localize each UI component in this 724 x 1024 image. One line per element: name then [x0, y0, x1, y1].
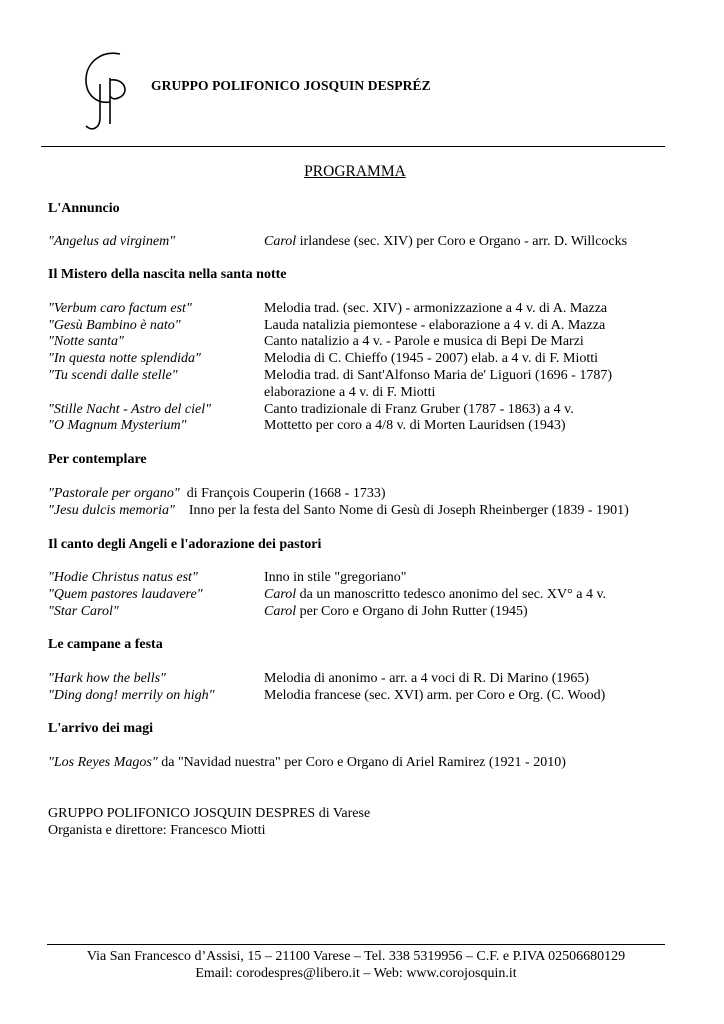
- piece-row: [48, 755, 566, 771]
- footer-contacts: Email: corodespres@libero.it – Web: www.corojosquin.it: [195, 966, 517, 981]
- piece-description-em: Carol: [264, 604, 297, 619]
- page-title: PROGRAMMA: [304, 163, 406, 180]
- closing-director: Organista e direttore: Francesco Miotti: [48, 823, 266, 838]
- section-heading: Le campane a festa: [48, 637, 163, 652]
- piece-description-em: Carol: [264, 234, 297, 249]
- piece-title: "Quem pastores laudavere": [48, 587, 203, 602]
- piece-row: [48, 486, 386, 502]
- piece-description: Canto natalizio a 4 v. - Parole e musica di Bepi De Marzi: [264, 334, 584, 349]
- piece-description: Inno in stile "gregoriano": [264, 570, 407, 585]
- piece-description: Melodia di anonimo - arr. a 4 voci di R. Di Marino (1965): [264, 671, 590, 686]
- piece-description: [264, 587, 606, 603]
- piece-description-text: per Coro e Organo di John Rutter (1945): [296, 604, 528, 619]
- piece-description-em: Carol: [264, 587, 297, 602]
- footer-address: Via San Francesco d’Assisi, 15 – 21100 Varese – Tel. 338 5319956 – C.F. e P.IVA 02506680129: [86, 949, 626, 964]
- piece-description: [264, 234, 627, 250]
- piece-description: Lauda natalizia piemontese - elaborazione a 4 v. di A. Mazza: [264, 318, 606, 333]
- piece-title: "Notte santa": [48, 334, 124, 349]
- section-heading: L'Annuncio: [48, 201, 120, 216]
- piece-description: Melodia trad. di Sant'Alfonso Maria de' Liguori (1696 - 1787): [264, 368, 612, 383]
- piece-description: di François Couperin (1668 - 1733): [179, 486, 386, 501]
- piece-description: Mottetto per coro a 4/8 v. di Morten Lauridsen (1943): [264, 418, 566, 433]
- piece-title: "Hodie Christus natus est": [48, 570, 198, 585]
- section-heading: Per contemplare: [48, 452, 147, 467]
- logo-monogram-icon: [80, 48, 138, 134]
- header-divider: [41, 146, 665, 147]
- section-heading: Il canto degli Angeli e l'adorazione dei pastori: [48, 537, 322, 552]
- piece-title: "O Magnum Mysterium": [48, 418, 187, 433]
- piece-title: "Star Carol": [48, 604, 119, 619]
- piece-description: Inno per la festa del Santo Nome di Gesù di Joseph Rheinberger (1839 - 1901): [174, 503, 629, 518]
- piece-description-text: irlandese (sec. XIV) per Coro e Organo - arr. D. Willcocks: [296, 234, 628, 249]
- section-heading: Il Mistero della nascita nella santa notte: [48, 267, 287, 282]
- piece-title: "Verbum caro factum est": [48, 301, 192, 316]
- piece-title: "Stille Nacht - Astro del ciel": [48, 402, 212, 417]
- piece-title: "Los Reyes Magos": [48, 755, 158, 770]
- section-heading: L'arrivo dei magi: [48, 721, 153, 736]
- organization-name: GRUPPO POLIFONICO JOSQUIN DESPRÉZ: [151, 78, 431, 93]
- footer-divider: [47, 944, 665, 945]
- piece-description-continued: elaborazione a 4 v. di F. Miotti: [264, 385, 436, 400]
- piece-description: Melodia francese (sec. XVI) arm. per Coro e Org. (C. Wood): [264, 688, 606, 703]
- piece-description: Melodia di C. Chieffo (1945 - 2007) elab. a 4 v. di F. Miotti: [264, 351, 599, 366]
- piece-description-text: da un manoscritto tedesco anonimo del sec. XV° a 4 v.: [296, 587, 607, 602]
- piece-title: "Pastorale per organo": [48, 486, 180, 501]
- closing-ensemble: GRUPPO POLIFONICO JOSQUIN DESPRES di Varese: [48, 806, 371, 821]
- piece-title: "Tu scendi dalle stelle": [48, 368, 178, 383]
- piece-description: Melodia trad. (sec. XIV) - armonizzazione a 4 v. di A. Mazza: [264, 301, 608, 316]
- piece-title: "Gesù Bambino è nato": [48, 318, 181, 333]
- piece-row: [48, 503, 629, 519]
- piece-title: "Jesu dulcis memoria": [48, 503, 175, 518]
- piece-title: "Ding dong! merrily on high": [48, 688, 215, 703]
- piece-description: [264, 604, 528, 620]
- piece-title: "In questa notte splendida": [48, 351, 201, 366]
- piece-description: da "Navidad nuestra" per Coro e Organo di Ariel Ramirez (1921 - 2010): [157, 755, 566, 770]
- piece-title: "Angelus ad virginem": [48, 234, 176, 249]
- piece-description: Canto tradizionale di Franz Gruber (1787 - 1863) a 4 v.: [264, 402, 574, 417]
- piece-title: "Hark how the bells": [48, 671, 166, 686]
